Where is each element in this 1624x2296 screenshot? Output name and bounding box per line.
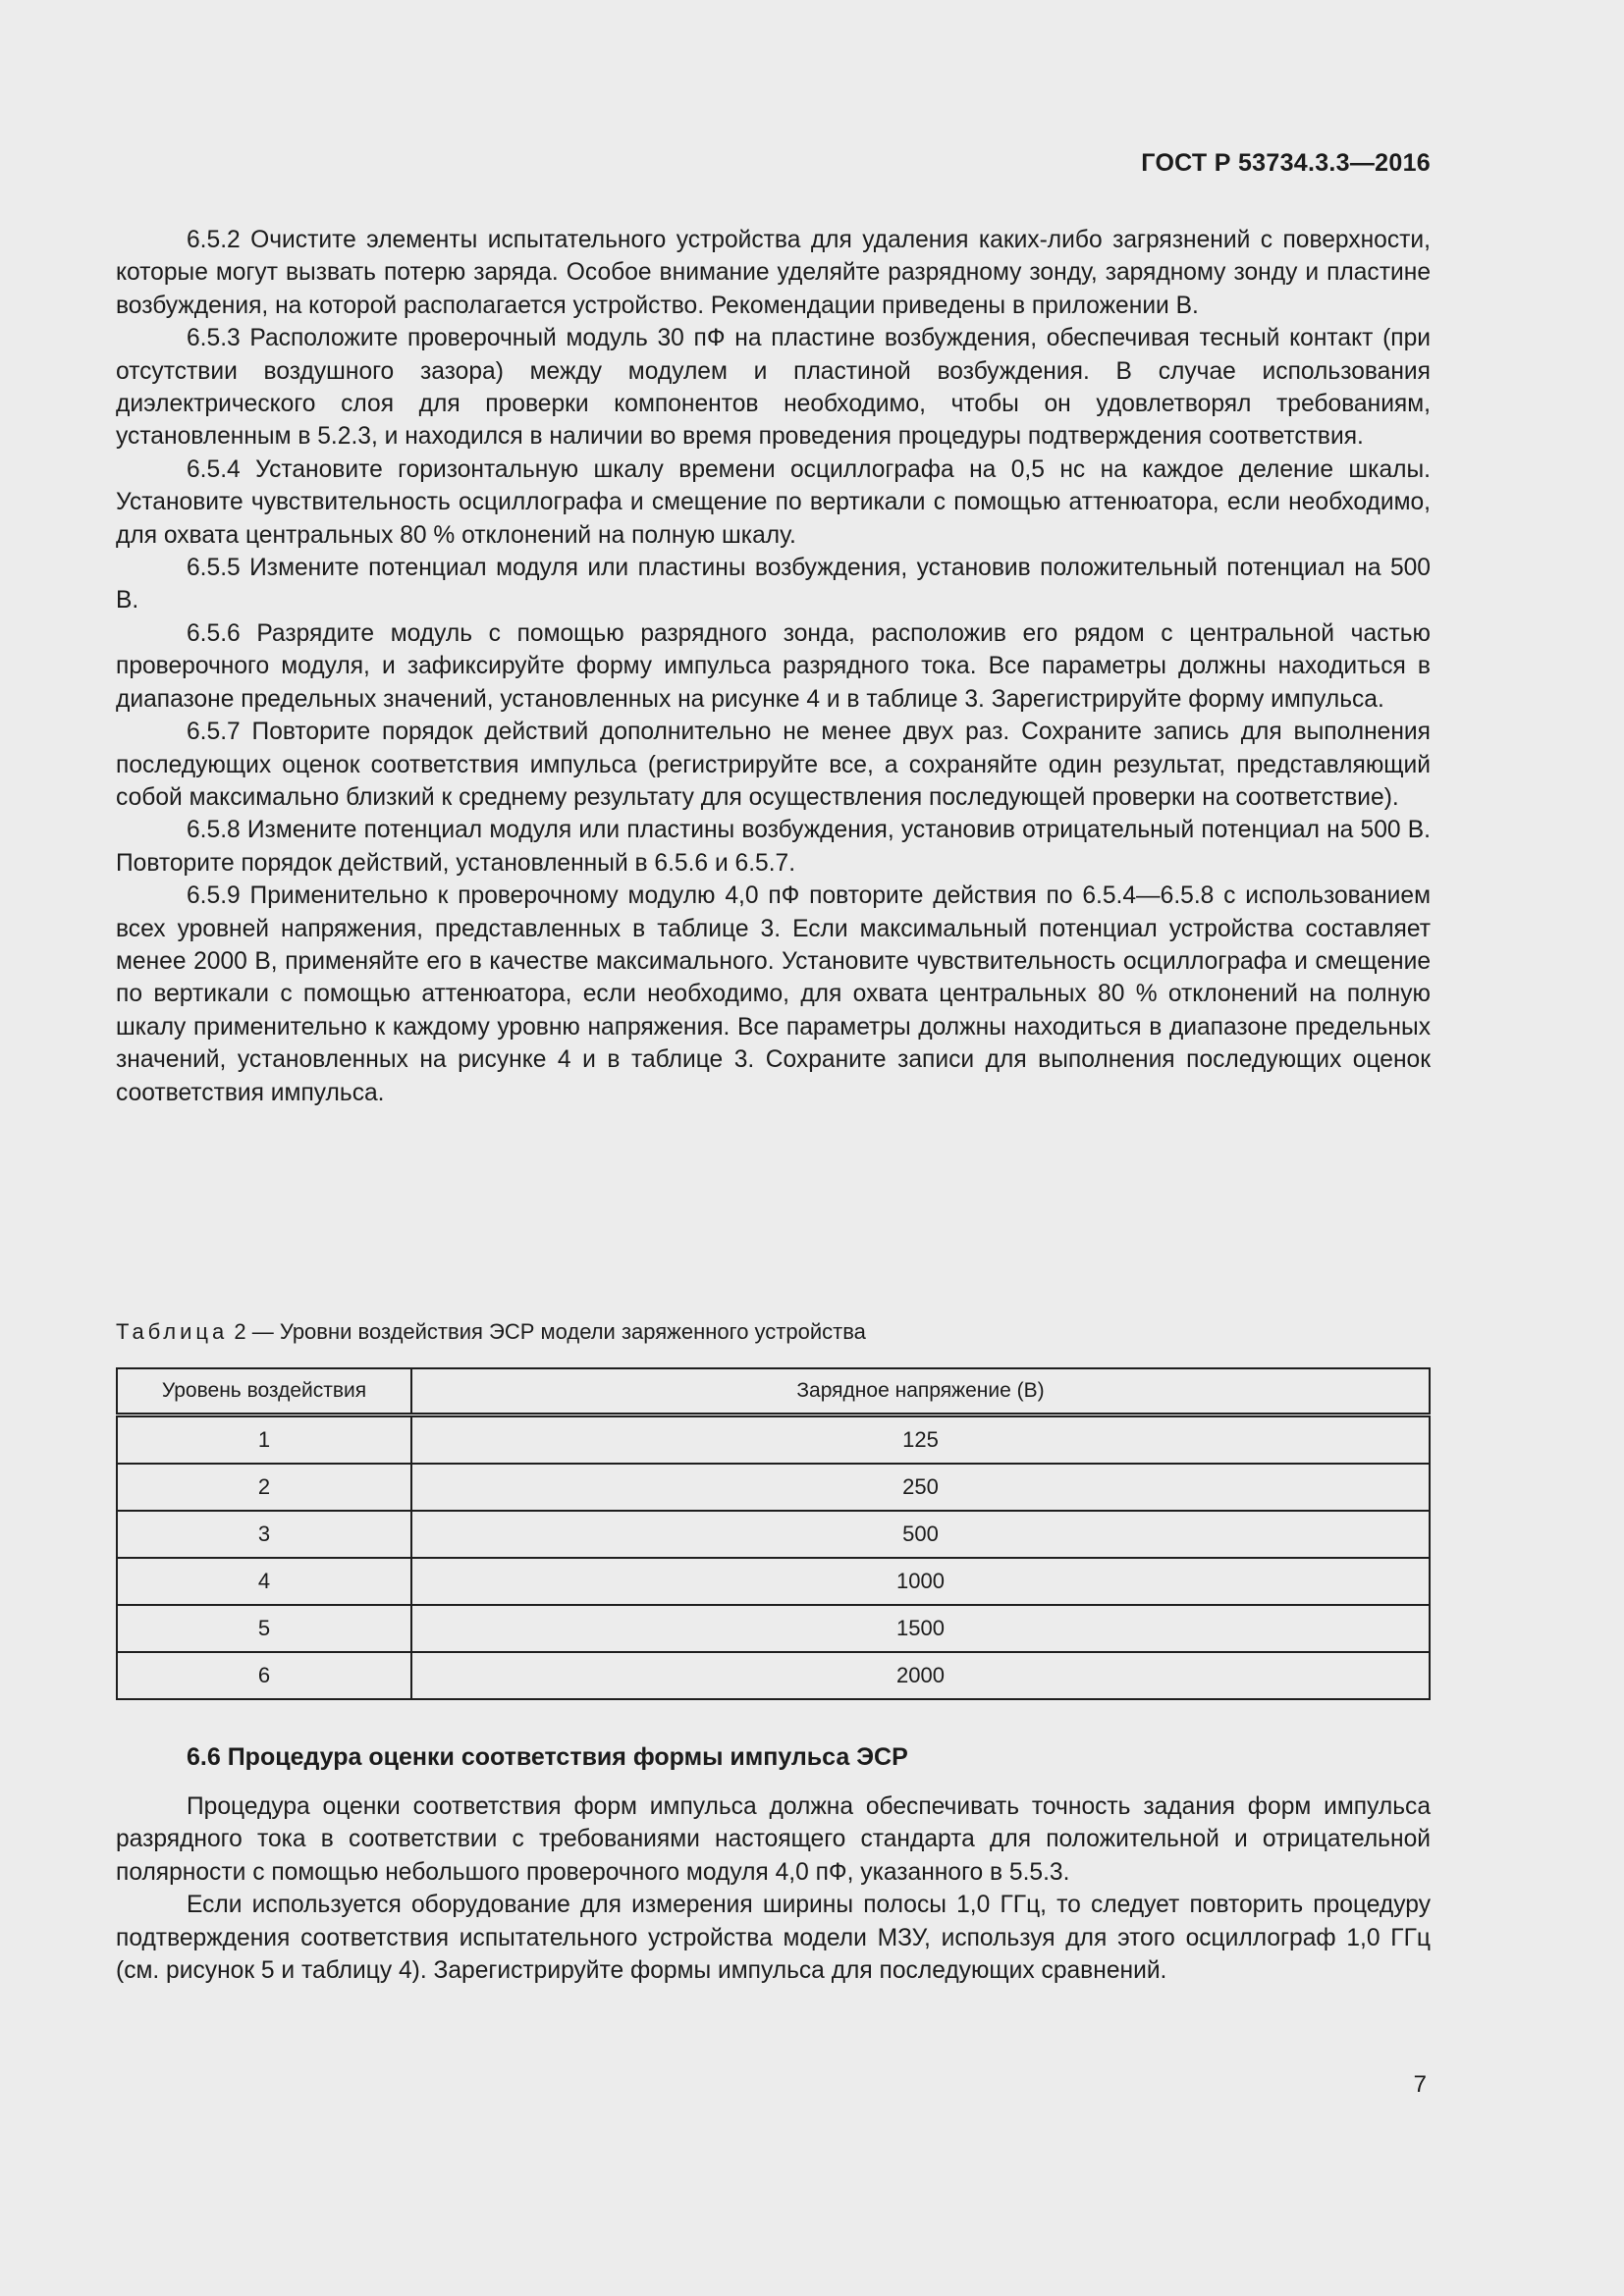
table-caption-label: Таблица bbox=[116, 1319, 229, 1344]
paragraph-6-5-5: 6.5.5 Измените потенциал модуля или пластины возбуждения, установив положительный потенциал на 500 В. bbox=[116, 555, 1431, 614]
paragraph-6-5-7: 6.5.7 Повторите порядок действий дополнительно не менее двух раз. Сохраните запись для выполнения последующих оценок соответствия импульса (регистрируйте все, а сохраняйте один результат, представляющий собой максимально близкий к среднему результату для осуществления последующей проверки на соответствие). bbox=[116, 719, 1431, 811]
table-caption-text: 2 — Уровни воздействия ЭСР модели заряженного устройства bbox=[228, 1319, 866, 1344]
cell-voltage: 125 bbox=[411, 1415, 1430, 1465]
table-row bbox=[117, 1605, 1430, 1652]
cell-level: 3 bbox=[117, 1511, 411, 1558]
cell-level: 4 bbox=[117, 1558, 411, 1605]
cell-voltage: 250 bbox=[411, 1464, 1430, 1511]
paragraph-6-5-8: 6.5.8 Измените потенциал модуля или пластины возбуждения, установив отрицательный потенциал на 500 В. Повторите порядок действий, установленный в 6.5.6 и 6.5.7. bbox=[116, 817, 1431, 877]
header-exposure-level: Уровень воздействия bbox=[117, 1368, 411, 1415]
paragraph-6-5-3: 6.5.3 Расположите проверочный модуль 30 пФ на пластине возбуждения, обеспечивая тесный контакт (при отсутствии воздушного зазора) между модулем и пластиной возбуждения. В случае использования диэлектрического слоя для проверки компонентов необходимо, чтобы он удовлетворял требованиям, установленным в 5.2.3, и находился в наличии во время проведения процедуры подтверждения соответствия. bbox=[116, 325, 1431, 451]
cell-level: 6 bbox=[117, 1652, 411, 1699]
section-6-6-title: 6.6 Процедура оценки соответствия формы импульса ЭСР bbox=[187, 1743, 908, 1771]
table-row bbox=[117, 1464, 1430, 1511]
paragraph-6-5-6: 6.5.6 Разрядите модуль с помощью разрядного зонда, расположив его рядом с центральной частью проверочного модуля, и зафиксируйте форму импульса разрядного тока. Все параметры должны находиться в диапазоне предельных значений, установленных на рисунке 4 и в таблице 3. Зарегистрируйте форму импульса. bbox=[116, 619, 1431, 713]
cell-level: 2 bbox=[117, 1464, 411, 1511]
section-6-6-text bbox=[116, 1790, 1431, 1987]
header-charge-voltage: Зарядное напряжение (В) bbox=[411, 1368, 1430, 1415]
table-header-row bbox=[117, 1368, 1430, 1415]
cell-voltage: 500 bbox=[411, 1511, 1430, 1558]
page-number: 7 bbox=[1413, 2071, 1427, 2098]
table-row bbox=[117, 1558, 1430, 1605]
table-row bbox=[117, 1415, 1430, 1465]
document-header: ГОСТ Р 53734.3.3—2016 bbox=[1141, 149, 1431, 177]
table-row bbox=[117, 1511, 1430, 1558]
paragraph-6-5-4: 6.5.4 Установите горизонтальную шкалу времени осциллографа на 0,5 нс на каждое деление шкалы. Установите чувствительность осциллографа и смещение по вертикали с помощью аттенюатора, если необходимо, для охвата центральных 80 % отклонений на полную шкалу. bbox=[116, 455, 1431, 549]
paragraph-6-5-2: 6.5.2 Очистите элементы испытательного устройства для удаления каких-либо загрязнений с поверхности, которые могут вызвать потерю заряда. Особое внимание уделяйте разрядному зонду, зарядному зонду и пластине возбуждения, на которой располагается устройство. Рекомендации приведены в приложении В. bbox=[116, 227, 1431, 319]
paragraph-6-6-2: Если используется оборудование для измерения ширины полосы 1,0 ГГц, то следует повторить процедуру подтверждения соответствия испытательного устройства модели МЗУ, используя для этого осциллограф 1,0 ГГц (см. рисунок 5 и таблицу 4). Зарегистрируйте формы импульса для последующих сравнений. bbox=[116, 1892, 1431, 1985]
cell-voltage: 1500 bbox=[411, 1605, 1430, 1652]
section-6-5-text bbox=[116, 224, 1431, 1109]
table-row bbox=[117, 1652, 1430, 1699]
table-caption bbox=[116, 1318, 866, 1346]
paragraph-6-5-9: 6.5.9 Применительно к проверочному модулю 4,0 пФ повторите действия по 6.5.4—6.5.8 с использованием всех уровней напряжения, представленных в таблице 3. Если максимальный потенциал устройства составляет менее 2000 В, применяйте его в качестве максимального. Установите чувствительность осциллографа и смещение по вертикали с помощью аттенюатора, если необходимо, для охвата центральных 80 % отклонений на полную шкалу применительно к каждому уровню напряжения. Все параметры должны находиться в диапазоне предельных значений, установленных на рисунке 4 и в таблице 3. Сохраните записи для выполнения последующих оценок соответствия импульса. bbox=[116, 882, 1431, 1106]
cell-voltage: 1000 bbox=[411, 1558, 1430, 1605]
exposure-levels-table bbox=[116, 1367, 1431, 1700]
cell-level: 1 bbox=[117, 1415, 411, 1465]
paragraph-6-6-1: Процедура оценки соответствия форм импульса должна обеспечивать точность задания форм импульса разрядного тока в соответствии с требованиями настоящего стандарта для положительной и отрицательной полярности с помощью небольшого проверочного модуля 4,0 пФ, указанного в 5.5.3. bbox=[116, 1793, 1431, 1886]
cell-voltage: 2000 bbox=[411, 1652, 1430, 1699]
cell-level: 5 bbox=[117, 1605, 411, 1652]
